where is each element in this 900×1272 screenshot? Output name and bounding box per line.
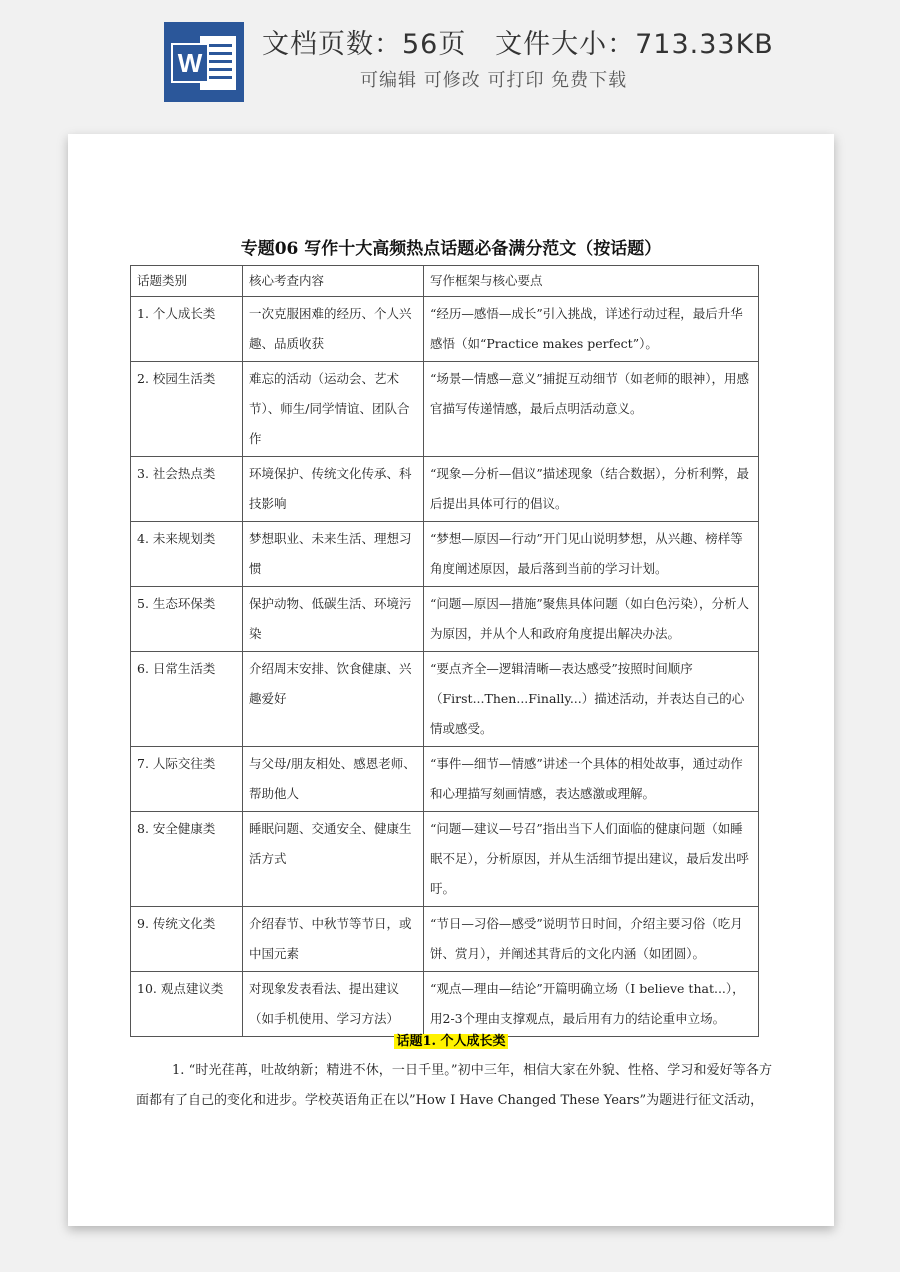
table-row bbox=[131, 362, 759, 457]
core-content-cell: 对现象发表看法、提出建议（如手机使用、学习方法） bbox=[243, 972, 424, 1037]
core-content-cell: 介绍周末安排、饮食健康、兴趣爱好 bbox=[243, 652, 424, 747]
table-row bbox=[131, 522, 759, 587]
body-paragraph: 1. “时光荏苒，吐故纳新；精进不休，一日千里。”初中三年，相信大家在外貌、性格、学习和爱好等各方面都有了自己的变化和进步。学校英语角正在以”How I Have Changed These Years”为题进行征文活动， bbox=[136, 1063, 772, 1108]
table-row bbox=[131, 587, 759, 652]
core-content-cell: 介绍春节、中秋节等节日，或中国元素 bbox=[243, 907, 424, 972]
section-heading bbox=[68, 1030, 834, 1049]
topic-category-cell: 2. 校园生活类 bbox=[131, 362, 243, 457]
topic-category-cell: 7. 人际交往类 bbox=[131, 747, 243, 812]
document-title: 专题06 写作十大高频热点话题必备满分范文（按话题） bbox=[240, 239, 662, 259]
core-content-cell: 难忘的活动（运动会、艺术节）、师生/同学情谊、团队合作 bbox=[243, 362, 424, 457]
topics-table bbox=[130, 265, 759, 1037]
core-content-cell: 梦想职业、未来生活、理想习惯 bbox=[243, 522, 424, 587]
table-row bbox=[131, 812, 759, 907]
file-info-title: 文档页数：56页 文件大小：713.33KB bbox=[262, 29, 774, 60]
table-row bbox=[131, 457, 759, 522]
word-doc-icon bbox=[164, 22, 244, 102]
topic-category-cell: 3. 社会热点类 bbox=[131, 457, 243, 522]
core-content-cell: 睡眠问题、交通安全、健康生活方式 bbox=[243, 812, 424, 907]
topic-category-cell: 8. 安全健康类 bbox=[131, 812, 243, 907]
framework-cell: “问题—原因—措施”聚焦具体问题（如白色污染），分析人为原因，并从个人和政府角度提出解决办法。 bbox=[424, 587, 759, 652]
framework-cell: “经历—感悟—成长”引入挑战，详述行动过程，最后升华感悟（如“Practice makes perfect”）。 bbox=[424, 297, 759, 362]
header-framework: 写作框架与核心要点 bbox=[424, 266, 759, 297]
topic-category-cell: 9. 传统文化类 bbox=[131, 907, 243, 972]
framework-cell: “场景—情感—意义”捕捉互动细节（如老师的眼神），用感官描写传递情感，最后点明活动意义。 bbox=[424, 362, 759, 457]
core-content-cell: 保护动物、低碳生活、环境污染 bbox=[243, 587, 424, 652]
header-core-content: 核心考查内容 bbox=[243, 266, 424, 297]
topic-category-cell: 1. 个人成长类 bbox=[131, 297, 243, 362]
framework-cell: “要点齐全—逻辑清晰—表达感受”按照时间顺序（First...Then...Finally...）描述活动，并表达自己的心情或感受。 bbox=[424, 652, 759, 747]
download-banner bbox=[0, 0, 900, 110]
core-content-cell: 环境保护、传统文化传承、科技影响 bbox=[243, 457, 424, 522]
table-header-row bbox=[131, 266, 759, 297]
framework-cell: “梦想—原因—行动”开门见山说明梦想，从兴趣、榜样等角度阐述原因，最后落到当前的学习计划。 bbox=[424, 522, 759, 587]
file-features-subtitle: 可编辑 可修改 可打印 免费下载 bbox=[360, 70, 628, 91]
svg-text:W: W bbox=[177, 48, 203, 78]
framework-cell: “问题—建议—号召”指出当下人们面临的健康问题（如睡眠不足），分析原因，并从生活细节提出建议，最后发出呼吁。 bbox=[424, 812, 759, 907]
table-row bbox=[131, 747, 759, 812]
document-page bbox=[68, 134, 834, 1226]
table-row bbox=[131, 972, 759, 1037]
framework-cell: “现象—分析—倡议”描述现象（结合数据），分析利弊，最后提出具体可行的倡议。 bbox=[424, 457, 759, 522]
core-content-cell: 一次克服困难的经历、个人兴趣、品质收获 bbox=[243, 297, 424, 362]
table-row bbox=[131, 907, 759, 972]
topic-category-cell: 4. 未来规划类 bbox=[131, 522, 243, 587]
core-content-cell: 与父母/朋友相处、感恩老师、帮助他人 bbox=[243, 747, 424, 812]
section-heading-text: 话题1. 个人成长类 bbox=[396, 1034, 506, 1049]
table-row bbox=[131, 297, 759, 362]
framework-cell: “事件—细节—情感”讲述一个具体的相处故事，通过动作和心理描写刻画情感，表达感激或理解。 bbox=[424, 747, 759, 812]
topic-category-cell: 5. 生态环保类 bbox=[131, 587, 243, 652]
framework-cell: “观点—理由—结论”开篇明确立场（I believe that...），用2-3个理由支撑观点，最后用有力的结论重申立场。 bbox=[424, 972, 759, 1037]
header-topic-category: 话题类别 bbox=[131, 266, 243, 297]
topic-category-cell: 6. 日常生活类 bbox=[131, 652, 243, 747]
table-row bbox=[131, 652, 759, 747]
framework-cell: “节日—习俗—感受”说明节日时间，介绍主要习俗（吃月饼、赏月），并阐述其背后的文化内涵（如团圆）。 bbox=[424, 907, 759, 972]
topic-category-cell: 10. 观点建议类 bbox=[131, 972, 243, 1037]
